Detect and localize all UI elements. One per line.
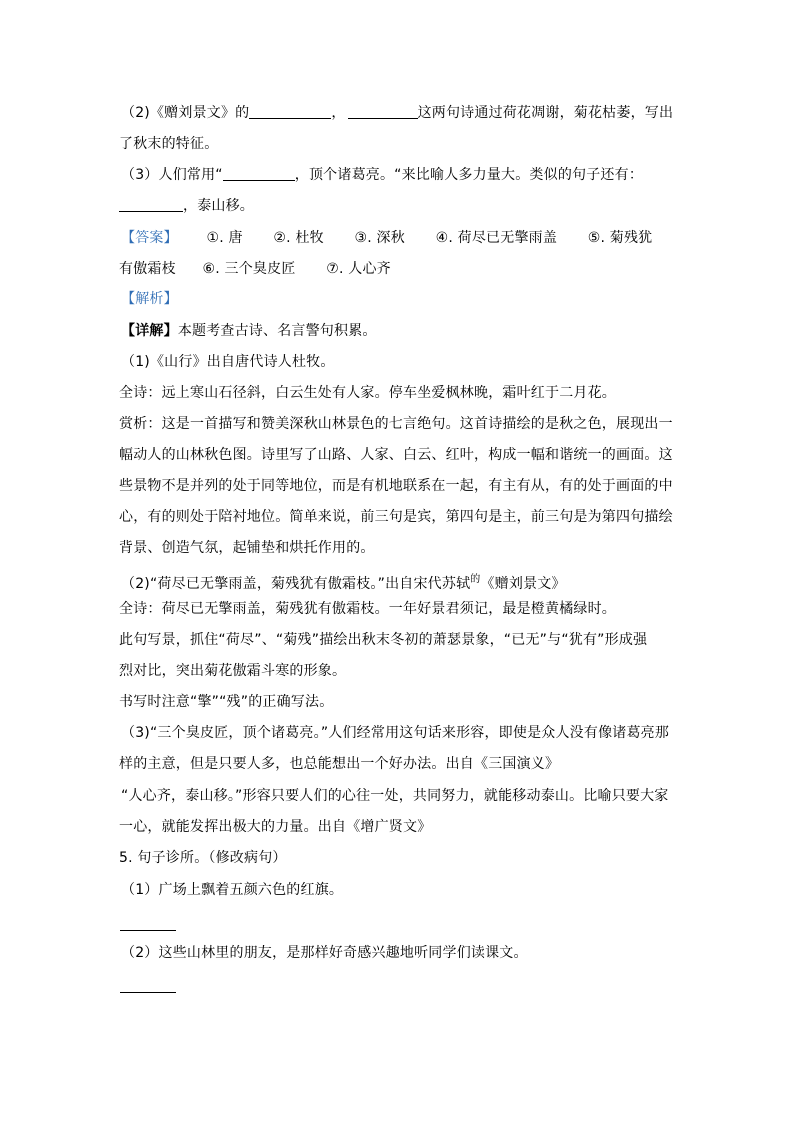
q4-part2-line1 [121, 104, 673, 122]
answer-item: ⑦. 人心齐 [326, 261, 391, 277]
answer-label: 【答案】 [121, 230, 178, 246]
analysis-text-line: 全诗：远上寒山石径斜，白云生处有人家。停车坐爱枫林晚，霜叶红于二月花。 [119, 385, 616, 401]
answer-item: ⑤. 菊残犹 [587, 230, 653, 246]
analysis-text-line: 幅动人的山林秋色图。诗里写了山路、人家、白云、红叶，构成一幅和谐统一的画面。这 [119, 447, 673, 463]
analysis-part2-main: （2)“荷尽已无擎雨盖，菊残犹有傲霜枝。”出自宋代苏轼 [121, 576, 471, 592]
analysis-text-line: （1)《山行》出自唐代诗人杜牧。 [121, 354, 335, 370]
analysis-label: 【解析】 [121, 291, 178, 307]
detail-text: 本题考查古诗、名言警句积累。 [177, 323, 377, 339]
answer-blank[interactable] [119, 197, 183, 212]
analysis-text-line: （3)“三个臭皮匠，顶个诸葛亮。”人们经常用这句话来形容，即使是众人没有像诸葛亮那 [121, 725, 670, 741]
answer-item: 有傲霜枝 [119, 261, 176, 277]
analysis-text-line: 背景、创造气氛，起铺垫和烘托作用的。 [119, 540, 375, 556]
answer-line1 [121, 229, 652, 247]
answer-blank[interactable] [223, 166, 295, 181]
superscript-text: 的 [470, 574, 481, 585]
analysis-text-line: 心，有的则处于陪衬地位。简单来说，前三句是宾，第四句是主，前三句是为第四句描绘 [119, 509, 673, 525]
q4-part3-suffix: ，顶个诸葛亮。“来比喻人多力量大。类似的句子还有： [294, 167, 644, 183]
q4-part2-suffix: 这两句诗通过荷花凋谢，菊花枯萎，写出 [417, 105, 674, 121]
q4-part3-prefix: （3）人们常用“ [121, 167, 223, 183]
answer-item: ③. 深秋 [354, 230, 405, 246]
analysis-text-line: “人心齐，泰山移。”形容只要人们的心往一处，共同努力，就能移动泰山。比喻只要大家 [121, 788, 669, 804]
analysis-text-line: 些景物不是并列的处于同等地位，而是有机地联系在一起，有主有从，有的处于画面的中 [119, 478, 673, 494]
separator: ， [331, 105, 346, 121]
analysis-text-line: 全诗：荷尽已无擎雨盖，菊残犹有傲霜枝。一年好景君须记，最是橙黄橘绿时。 [119, 601, 616, 617]
analysis-text-line: 样的主意，但是只要人多，也总能想出一个好办法。出自《三国演义》 [119, 756, 560, 772]
answer-item: ⑥. 三个臭皮匠 [202, 261, 296, 277]
answer-line2 [119, 260, 391, 278]
q4-part2-line2: 了秋末的特征。 [119, 136, 219, 152]
q4-part3-line1 [121, 166, 643, 184]
answer-line[interactable] [120, 992, 176, 993]
detail-label: 【详解】 [121, 323, 178, 339]
answer-blank[interactable] [249, 104, 331, 119]
detail-line [121, 322, 377, 340]
answer-item: ②. 杜牧 [273, 230, 324, 246]
answer-item: ①. 唐 [206, 230, 243, 246]
analysis-text-line: 烈对比，突出菊花傲霜斗寒的形象。 [119, 663, 347, 679]
q4-part2-prefix: （2)《赠刘景文》的 [121, 105, 250, 121]
q4-part3-line2 [119, 197, 254, 215]
q4-part3-line2-suffix: ，泰山移。 [183, 198, 254, 214]
analysis-part2-line [121, 571, 566, 593]
analysis-part2-tail: 《赠刘景文》 [480, 576, 566, 592]
analysis-text-line: 书写时注意“擎”“残”的正确写法。 [119, 694, 334, 710]
answer-line[interactable] [120, 930, 176, 931]
q5-title: 5. 句子诊所。（修改病句） [119, 850, 287, 866]
analysis-text-line: 赏析：这是一首描写和赞美深秋山林景色的七言绝句。这首诗描绘的是秋之色，展现出一 [119, 416, 673, 432]
answer-blank[interactable] [348, 104, 418, 119]
analysis-text-line: 一心，就能发挥出极大的力量。出自《增广贤文》 [119, 819, 432, 835]
q5-sentence-1: （1）广场上飘着五颜六色的红旗。 [121, 882, 344, 898]
analysis-text-line: 此句写景，抓住“荷尽”、“菊残”描绘出秋末冬初的萧瑟景象，“已无”与“犹有”形成强 [119, 632, 648, 648]
answer-item: ④. 荷尽已无擎雨盖 [435, 230, 558, 246]
q5-sentence-2: （2）这些山林里的朋友，是那样好奇感兴趣地听同学们读课文。 [121, 945, 528, 961]
